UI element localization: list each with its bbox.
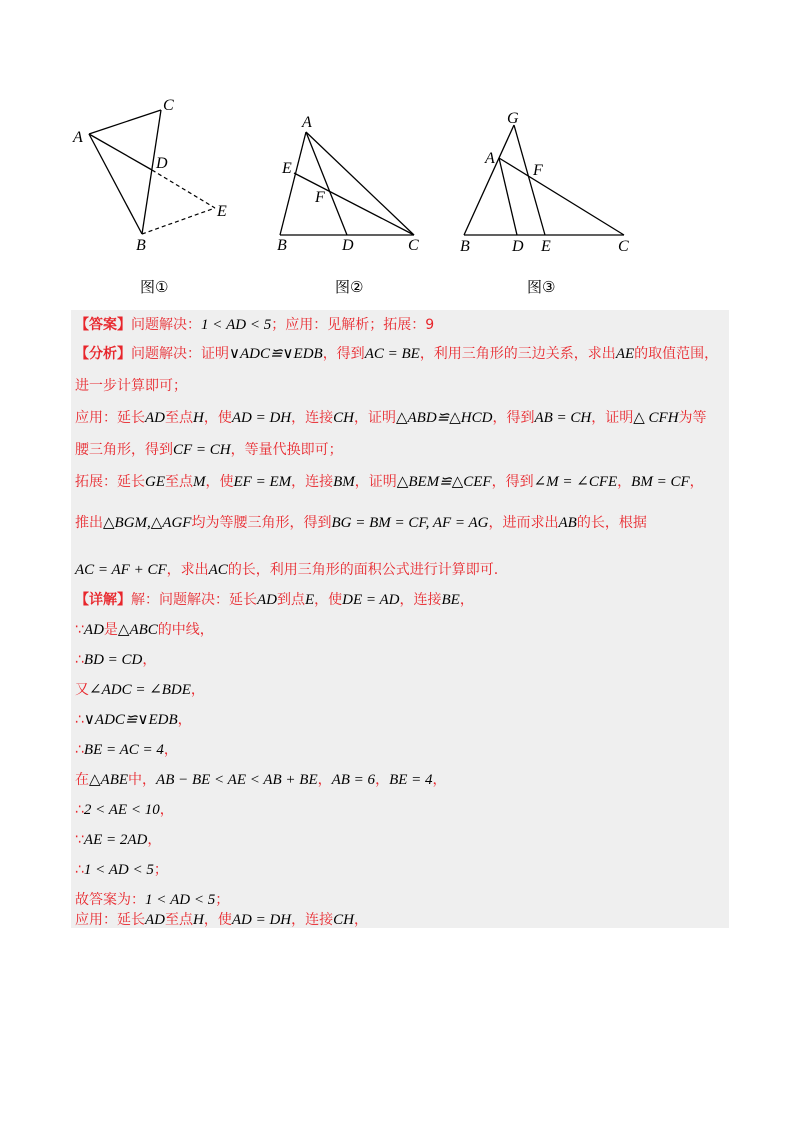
text: 均为等腰三角形，得到 bbox=[191, 515, 332, 531]
text: 应用：延长 bbox=[75, 410, 145, 426]
math: BE = AC = 4 bbox=[83, 742, 164, 758]
text: 的长，利用三角形的面积公式进行计算即可. bbox=[227, 562, 499, 578]
label-B: B bbox=[136, 237, 146, 254]
text: ，使 bbox=[205, 474, 234, 490]
figure-1 bbox=[60, 90, 250, 260]
text: ，证明 bbox=[591, 410, 634, 426]
label-E: E bbox=[282, 160, 292, 177]
label-F: F bbox=[533, 162, 543, 179]
step-7 bbox=[75, 800, 723, 820]
label-A: A bbox=[485, 150, 495, 167]
text: ∴ bbox=[75, 652, 84, 668]
text: 又 bbox=[75, 682, 89, 698]
step-3 bbox=[75, 680, 723, 700]
math: △BEM≌△CEF bbox=[396, 474, 492, 490]
text: ∵ bbox=[75, 622, 84, 638]
text: ；应用：见解析；拓展：9 bbox=[271, 317, 435, 333]
text: ， bbox=[190, 682, 205, 698]
math: AB = 6 bbox=[331, 772, 376, 788]
math: BE bbox=[441, 592, 460, 608]
math: ∠ADC = ∠BDE bbox=[89, 682, 191, 698]
text: ，使 bbox=[314, 592, 343, 608]
math: 1 < AD < 5 bbox=[145, 892, 216, 908]
text: 问题解决：证明 bbox=[131, 346, 229, 362]
label-C: C bbox=[618, 238, 629, 255]
math: DE = AD bbox=[342, 592, 400, 608]
text: 至点 bbox=[165, 410, 193, 426]
analysis-cont-line bbox=[75, 376, 723, 396]
math: AB = CH bbox=[534, 410, 592, 426]
text: 的取值范围， bbox=[634, 346, 719, 362]
label-A: A bbox=[73, 129, 83, 146]
text: ； bbox=[153, 862, 168, 878]
step-10 bbox=[75, 890, 723, 910]
text: 中， bbox=[128, 772, 157, 788]
text: 问题解决： bbox=[131, 317, 201, 333]
label-B: B bbox=[277, 237, 287, 254]
text: ，证明 bbox=[353, 410, 396, 426]
text: ，得到 bbox=[322, 346, 365, 362]
segment-GE bbox=[514, 125, 545, 235]
segment-BG bbox=[464, 125, 514, 235]
math: CF = CH bbox=[173, 442, 231, 458]
segment-CB bbox=[142, 110, 161, 234]
text: ， bbox=[375, 772, 390, 788]
extend-cont-line bbox=[75, 513, 723, 533]
segment-AD bbox=[499, 158, 517, 235]
text: ， bbox=[147, 832, 162, 848]
segment-AC bbox=[89, 110, 161, 134]
answer-line bbox=[75, 315, 723, 335]
text: 为等 bbox=[678, 410, 707, 426]
math: AD = DH bbox=[231, 912, 292, 928]
text: 腰三角形，得到 bbox=[75, 442, 173, 458]
math: AD = DH bbox=[231, 410, 292, 426]
text: 至点 bbox=[165, 474, 193, 490]
math: BE = 4 bbox=[389, 772, 433, 788]
math: BD = CD bbox=[83, 652, 143, 668]
text: ， bbox=[689, 474, 704, 490]
detail-tag: 【详解】 bbox=[75, 592, 131, 608]
segment-EC bbox=[294, 173, 414, 235]
math: AE bbox=[615, 346, 635, 362]
math: △ABD≌△HCD bbox=[395, 410, 493, 426]
math: ∨ADC≌∨EDB bbox=[83, 712, 178, 728]
text: ，连接 bbox=[399, 592, 442, 608]
label-F: F bbox=[315, 189, 325, 206]
text: ， bbox=[163, 742, 178, 758]
math: AD bbox=[145, 410, 165, 426]
label-D: D bbox=[342, 237, 354, 254]
math: GE bbox=[145, 474, 165, 490]
segment-BE bbox=[142, 208, 215, 234]
text: ， bbox=[177, 712, 192, 728]
figures-area bbox=[0, 0, 800, 310]
text: ，连接 bbox=[291, 912, 334, 928]
analysis-tag: 【分析】 bbox=[75, 346, 131, 362]
text: 推出 bbox=[75, 515, 103, 531]
text: ，证明 bbox=[354, 474, 397, 490]
step-9 bbox=[75, 860, 723, 880]
math: △ CFH bbox=[633, 410, 679, 426]
step-8 bbox=[75, 830, 723, 850]
extend-cont2-line bbox=[75, 560, 723, 580]
text: ，进而求出 bbox=[488, 515, 559, 531]
caption-fig-1: 图① bbox=[140, 278, 169, 296]
text: 解：问题解决：延长 bbox=[131, 592, 257, 608]
text: 故答案为： bbox=[75, 892, 145, 908]
label-E: E bbox=[217, 203, 227, 220]
text: 到点 bbox=[277, 592, 305, 608]
text: ，使 bbox=[203, 912, 232, 928]
label-G: G bbox=[507, 110, 519, 127]
text: ，求出 bbox=[166, 562, 209, 578]
step-4 bbox=[75, 710, 723, 730]
math: BM bbox=[333, 474, 355, 490]
math: △ABC bbox=[117, 622, 158, 638]
text: ∴ bbox=[75, 712, 84, 728]
math: ∠M = ∠CFE bbox=[533, 474, 618, 490]
extend-line bbox=[75, 472, 723, 492]
math: AD bbox=[83, 622, 104, 638]
label-B: B bbox=[460, 238, 470, 255]
text: ，连接 bbox=[291, 410, 334, 426]
math: AB − BE < AE < AB + BE bbox=[156, 772, 318, 788]
math: CH bbox=[333, 410, 354, 426]
label-A: A bbox=[302, 114, 312, 131]
text: 的长，根据 bbox=[576, 515, 647, 531]
math: H bbox=[193, 410, 204, 426]
detail-line bbox=[75, 590, 723, 610]
math: AC bbox=[208, 562, 228, 578]
text: ∴ bbox=[75, 802, 84, 818]
caption-fig-3: 图③ bbox=[527, 278, 556, 296]
text: ，连接 bbox=[291, 474, 334, 490]
text: ， bbox=[142, 652, 157, 668]
step-2 bbox=[75, 650, 723, 670]
step-1 bbox=[75, 620, 723, 640]
label-C: C bbox=[163, 97, 174, 114]
answer-tag: 【答案】 bbox=[75, 317, 131, 333]
text: 拓展：延长 bbox=[75, 474, 145, 490]
math: △BGM,△AGF bbox=[103, 515, 192, 531]
math: BM = CF bbox=[631, 474, 690, 490]
apply-cont-line bbox=[75, 440, 723, 460]
math: AC = AF + CF bbox=[75, 562, 167, 578]
text: ∴ bbox=[75, 742, 84, 758]
step-5 bbox=[75, 740, 723, 760]
text: 至点 bbox=[165, 912, 193, 928]
text: ， bbox=[159, 802, 174, 818]
text: 应用：延长 bbox=[75, 912, 145, 928]
math: CH bbox=[333, 912, 354, 928]
math: △ABE bbox=[89, 772, 129, 788]
text: ， bbox=[459, 592, 474, 608]
math: AD bbox=[145, 912, 165, 928]
text: ∵ bbox=[75, 832, 84, 848]
step-11 bbox=[75, 910, 723, 930]
math: E bbox=[305, 592, 315, 608]
math: H bbox=[193, 912, 204, 928]
segment-AB bbox=[280, 132, 306, 235]
math: 1 < AD < 5 bbox=[201, 317, 272, 333]
apply-line bbox=[75, 408, 723, 428]
math: 2 < AE < 10 bbox=[83, 802, 160, 818]
text: ∴ bbox=[75, 862, 84, 878]
label-D: D bbox=[156, 155, 168, 172]
text: ，利用三角形的三边关系，求出 bbox=[419, 346, 616, 362]
label-E: E bbox=[541, 238, 551, 255]
solution-panel bbox=[71, 310, 729, 928]
math: ∨ADC≌∨EDB bbox=[229, 346, 323, 362]
text: ， bbox=[432, 772, 447, 788]
caption-fig-2: 图② bbox=[335, 278, 364, 296]
segment-AC bbox=[499, 158, 624, 235]
step-6 bbox=[75, 770, 723, 790]
text: ； bbox=[215, 892, 230, 908]
text: ， bbox=[617, 474, 632, 490]
math: BG = BM = CF, AF = AG bbox=[331, 515, 489, 531]
text: ， bbox=[317, 772, 332, 788]
text: ，得到 bbox=[492, 410, 535, 426]
math: AC = BE bbox=[364, 346, 420, 362]
figure-2 bbox=[265, 105, 440, 255]
figure-3 bbox=[455, 105, 640, 255]
text: 的中线， bbox=[157, 622, 214, 638]
text: ，使 bbox=[203, 410, 232, 426]
math: 1 < AD < 5 bbox=[83, 862, 154, 878]
math: AD bbox=[257, 592, 277, 608]
text: 在 bbox=[75, 772, 89, 788]
math: EF = EM bbox=[233, 474, 292, 490]
text: ，等量代换即可； bbox=[230, 442, 343, 458]
text: ，得到 bbox=[491, 474, 534, 490]
text: 是 bbox=[103, 622, 118, 638]
segment-AC bbox=[306, 132, 414, 235]
label-D: D bbox=[512, 238, 524, 255]
segment-AD bbox=[306, 132, 347, 235]
label-C: C bbox=[408, 237, 419, 254]
analysis-line bbox=[75, 344, 723, 364]
text: ， bbox=[353, 912, 368, 928]
math: AB bbox=[558, 515, 577, 531]
math: M bbox=[193, 474, 206, 490]
text: 进一步计算即可； bbox=[75, 378, 187, 394]
math: AE = 2AD bbox=[83, 832, 148, 848]
segment-DE bbox=[152, 170, 215, 208]
